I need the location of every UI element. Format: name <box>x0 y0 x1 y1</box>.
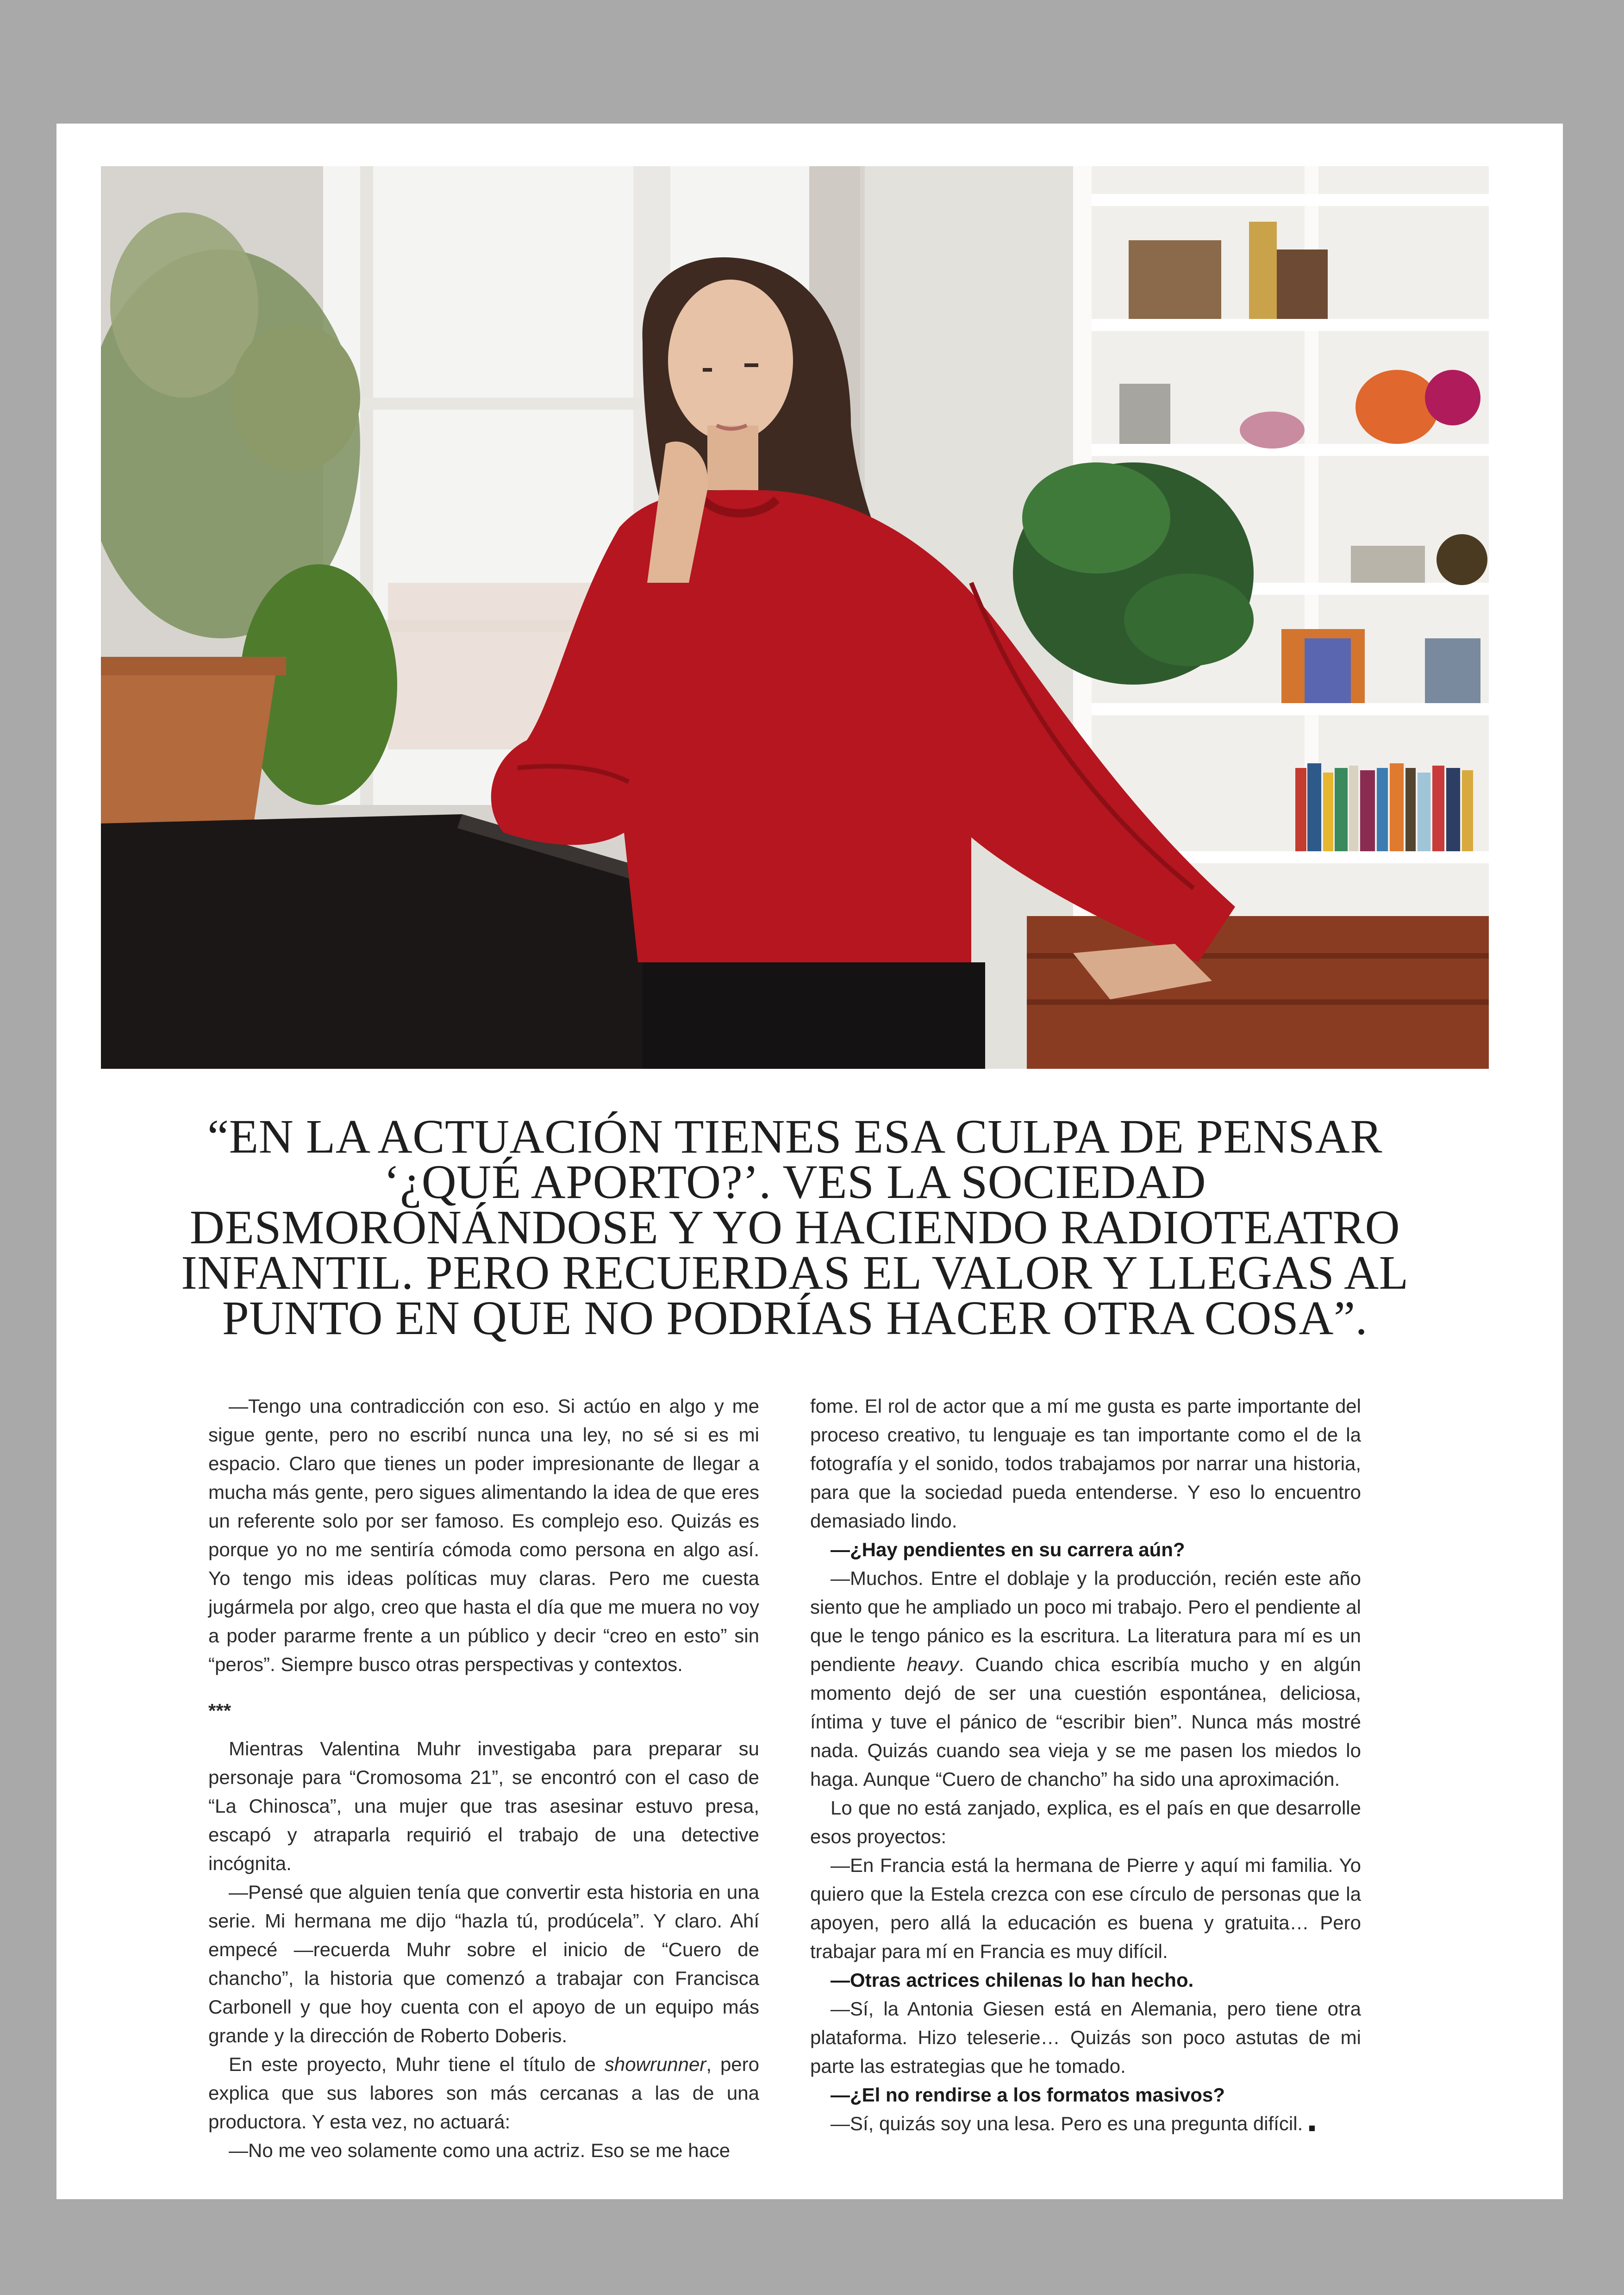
interview-question: —Otras actrices chilenas lo han hecho. <box>831 1969 1194 1991</box>
pull-quote-line: DESMORONÁNDOSE Y YO HACIENDO RADIOTEATRO <box>189 1201 1400 1254</box>
pull-quote <box>131 1110 1459 1345</box>
portrait-illustration <box>101 166 1489 1069</box>
emphasis-text: showrunner <box>604 2053 706 2075</box>
paragraph: —Tengo una contradicción con eso. Si actúo en algo y me sigue gente, pero no escribí nunca una ley, no sé si es mi espacio. Claro que tienes un poder impresionante de llegar a mucha más gente, pero sigues alimentando la idea de que eres un referente solo por ser famoso. Es complejo eso. Quizás es porque yo no me sentiría cómoda como persona en algo así. Yo tengo mis ideas políticas muy claras. Pero me cuesta jugármela por algo, creo que hasta el día que me muera no voy a poder pararme frente a un público y decir “creo en esto” sin “peros”. Siempre busco otras perspectivas y contextos. <box>208 1395 759 1675</box>
end-of-article-mark <box>1309 2126 1315 2131</box>
magazine-page <box>56 124 1563 2199</box>
paragraph: Lo que no está zanjado, explica, es el país en que desarrolle esos proyectos: <box>810 1797 1361 1847</box>
pull-quote-line: ‘¿QUÉ APORTO?’. VES LA SOCIEDAD <box>383 1155 1206 1209</box>
paragraph-text: En este proyecto, Muhr tiene el título de <box>229 2053 605 2075</box>
paragraph-text: . Cuando chica escribía mucho y en algún momento dejó de ser una cuestión espontánea, deliciosa, íntima y tuve el pánico de “escribir bien”. Nunca más mostré nada. Quizás cuando sea vieja y se me pasen los miedos lo haga. Aunque “Cuero de chancho” ha sido una aproximación. <box>810 1653 1361 1790</box>
article-column-right <box>810 1392 1361 2138</box>
pull-quote-line: INFANTIL. PERO RECUERDAS EL VALOR Y LLEGAS AL <box>181 1246 1409 1299</box>
paragraph <box>208 2050 759 2136</box>
paragraph: —Pensé que alguien tenía que convertir esta historia en una serie. Mi hermana me dijo “hazla tú, prodúcela”. Y claro. Ahí empecé —recuerda Muhr sobre el inicio de “Cuero de chancho”, la historia que comenzó a trabajar con Francisca Carbonell y que hoy cuenta con el apoyo de un equipo más grande y la dirección de Roberto Doberis. <box>208 1881 759 2046</box>
paragraph: —En Francia está la hermana de Pierre y aquí mi familia. Yo quiero que la Estela crezca con ese círculo de personas que la apoyen, pero allá la educación es buena y gratuita… Pero trabajar para mí en Francia es muy difícil. <box>810 1854 1361 1962</box>
paragraph: —Sí, la Antonia Giesen está en Alemania, pero tiene otra plataforma. Hizo teleserie… Quizás son poco astutas de mi parte las estrategias que he tomado. <box>810 1998 1361 2077</box>
interview-question: —¿Hay pendientes en su carrera aún? <box>831 1539 1185 1560</box>
article-column-left <box>208 1392 759 2165</box>
paragraph-text: —Sí, quizás soy una lesa. Pero es una pregunta difícil. <box>831 2113 1303 2134</box>
interview-question: —¿El no rendirse a los formatos masivos? <box>831 2084 1225 2106</box>
paragraph <box>810 2109 1361 2138</box>
paragraph: Mientras Valentina Muhr investigaba para preparar su personaje para “Cromosoma 21”, se encontró con el caso de “La Chinosca”, una mujer que tras asesinar estuvo presa, escapó y atraparla requirió el trabajo de una detective incógnita. <box>208 1738 759 1874</box>
portrait-photo <box>101 166 1489 1069</box>
paragraph: fome. El rol de actor que a mí me gusta es parte importante del proceso creativo, tu lenguaje es tan importante como el de la fotografía y el sonido, todos trabajamos por narrar una historia, para que la sociedad pueda entenderse. Y eso lo encuentro demasiado lindo. <box>810 1395 1361 1532</box>
pull-quote-line: “EN LA ACTUACIÓN TIENES ESA CULPA DE PENSAR <box>207 1110 1382 1163</box>
pull-quote-line: PUNTO EN QUE NO PODRÍAS HACER OTRA COSA”. <box>222 1291 1368 1345</box>
paragraph <box>810 1564 1361 1794</box>
paragraph-text: —Muchos. Entre el doblaje y la producción, recién este año siento que he ampliado un poco mi trabajo. Pero el pendiente al que le tengo pánico es la escritura. La literatura para mí es un pendiente <box>810 1567 1361 1675</box>
paragraph: —No me veo solamente como una actriz. Eso se me hace <box>229 2139 731 2161</box>
section-break: *** <box>208 1700 231 1721</box>
paragraph-text: , pero explica que sus labores son más cercanas a las de una productora. Y esta vez, no actuará: <box>208 2053 760 2133</box>
emphasis-text: heavy <box>906 1653 959 1675</box>
